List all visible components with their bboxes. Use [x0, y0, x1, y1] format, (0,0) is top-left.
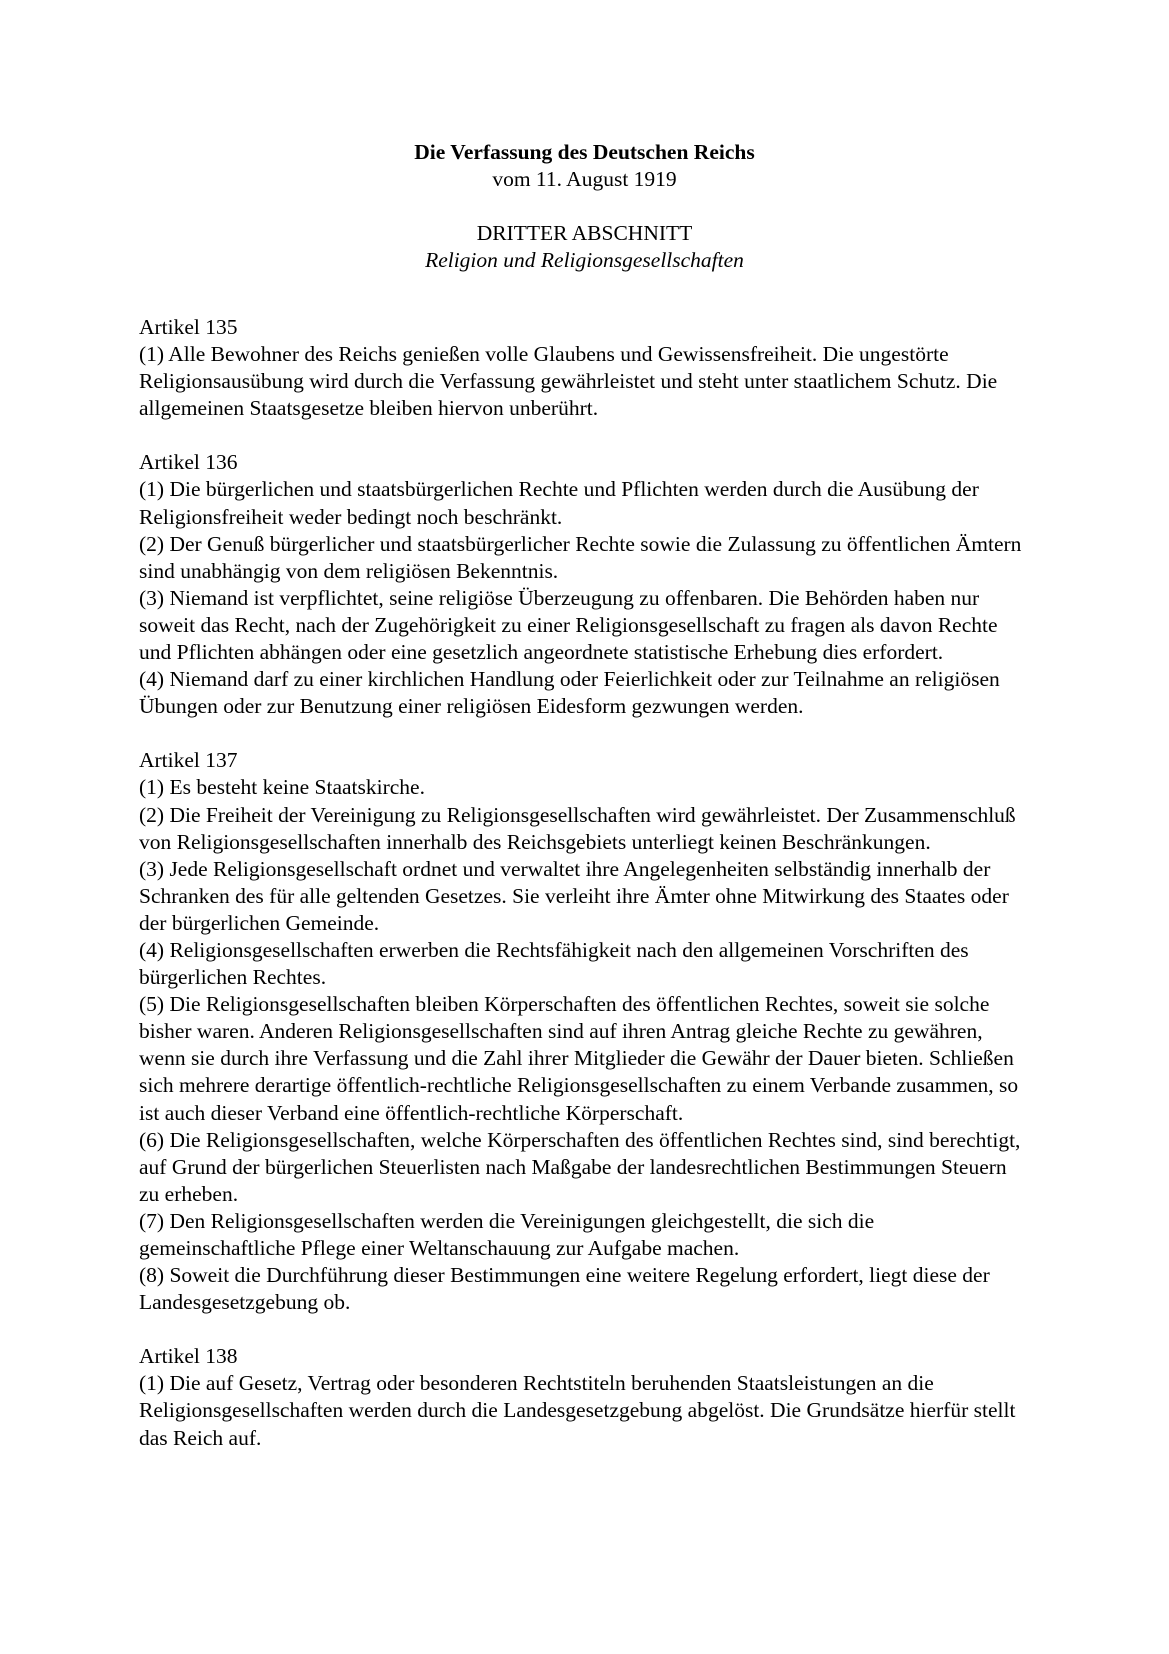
article-paragraph: (1) Die auf Gesetz, Vertrag oder besonderen Rechtstiteln beruhenden Staatsleistungen an die Religionsgesellschaften werden durch die Landesgesetzgebung abgelöst. Die Grundsätze hierfür stellt das Reich auf. — [139, 1371, 1016, 1450]
article-paragraph: (1) Alle Bewohner des Reichs genießen volle Glaubens und Gewissensfreiheit. Die ungestörte Religionsausübung wird durch die Verfassung gewährleistet und steht unter staatlichem Schutz. Die allgemeinen Staatsgesetze bleiben hiervon unberührt. — [139, 342, 998, 421]
document-header — [139, 139, 1030, 193]
article-paragraph: (7) Den Religionsgesellschaften werden die Vereinigungen gleichgestellt, die sich die gemeinschaftliche Pflege einer Weltanschauung zur Aufgabe machen. — [139, 1208, 875, 1260]
document-date: vom 11. August 1919 — [492, 167, 677, 191]
document-title: Die Verfassung des Deutschen Reichs — [414, 140, 755, 164]
article-heading: Artikel 138 — [139, 1344, 238, 1369]
article-heading: Artikel 135 — [139, 315, 238, 339]
article-paragraph: (2) Die Freiheit der Vereinigung zu Religionsgesellschaften wird gewährleistet. Der Zusammenschluß von Religionsgesellschaften innerhalb des Reichsgebiets unterliegt keinen Beschränkungen. — [139, 802, 1016, 854]
section-header — [139, 220, 1030, 274]
article-paragraph: (3) Niemand ist verpflichtet, seine religiöse Überzeugung zu offenbaren. Die Behörden haben nur soweit das Recht, nach der Zugehörigkeit zu einer Religionsgesellschaft zu fragen als davon Rechte und Pflichten abhängen oder eine gesetzlich angeordnete statistische Erhebung dies erfordert. — [139, 585, 998, 665]
article-paragraph: (3) Jede Religionsgesellschaft ordnet und verwaltet ihre Angelegenheiten selbständig innerhalb der Schranken des für alle geltenden Gesetzes. Sie verleiht ihre Ämter ohne Mitwirkung des Staates oder der bürgerlichen Gemeinde. — [139, 856, 1009, 935]
section-subtitle: Religion und Religionsgesellschaften — [425, 248, 744, 272]
section-heading: DRITTER ABSCHNITT — [476, 221, 693, 245]
article-137 — [139, 747, 1030, 1316]
article-paragraph: (1) Es besteht keine Staatskirche. — [139, 775, 425, 800]
article-heading: Artikel 137 — [139, 748, 238, 773]
article-paragraph: (4) Religionsgesellschaften erwerben die Rechtsfähigkeit nach den allgemeinen Vorschriften des bürgerlichen Rechtes. — [139, 937, 969, 990]
article-135 — [139, 314, 1030, 422]
article-heading: Artikel 136 — [139, 450, 238, 475]
article-paragraph: (8) Soweit die Durchführung dieser Bestimmungen eine weitere Regelung erfordert, liegt diese der Landesgesetzgebung ob. — [139, 1263, 990, 1315]
article-paragraph: (1) Die bürgerlichen und staatsbürgerlichen Rechte und Pflichten werden durch die Ausübung der Religionsfreiheit weder bedingt noch beschränkt. — [139, 477, 979, 529]
article-paragraph: (2) Der Genuß bürgerlicher und staatsbürgerlicher Rechte sowie die Zulassung zu öffentlichen Ämtern sind unabhängig von dem religiösen Bekenntnis. — [139, 531, 1022, 583]
article-138 — [139, 1343, 1030, 1451]
article-paragraph: (6) Die Religionsgesellschaften, welche Körperschaften des öffentlichen Rechtes sind, sind berechtigt, auf Grund der bürgerlichen Steuerlisten nach Maßgabe der landesrechtlichen Bestimmungen Steuern zu erheben. — [139, 1127, 1021, 1206]
article-paragraph: (4) Niemand darf zu einer kirchlichen Handlung oder Feierlichkeit oder zur Teilnahme an religiösen Übungen oder zur Benutzung einer religiösen Eidesform gezwungen werden. — [139, 667, 1000, 719]
article-paragraph: (5) Die Religionsgesellschaften bleiben Körperschaften des öffentlichen Rechtes, soweit sie solche bisher waren. Anderen Religionsgesellschaften sind auf ihren Antrag gleiche Rechte zu gewähren, wenn sie durch ihre Verfassung und die Zahl ihrer Mitglieder die Gewähr der Dauer bieten. Schließen sich mehrere derartige öffentlich-rechtliche Religionsgesellschaften zu einem Verbande zusammen, so ist auch dieser Verband eine öffentlich-rechtliche Körperschaft. — [139, 992, 1019, 1125]
article-136 — [139, 449, 1030, 720]
